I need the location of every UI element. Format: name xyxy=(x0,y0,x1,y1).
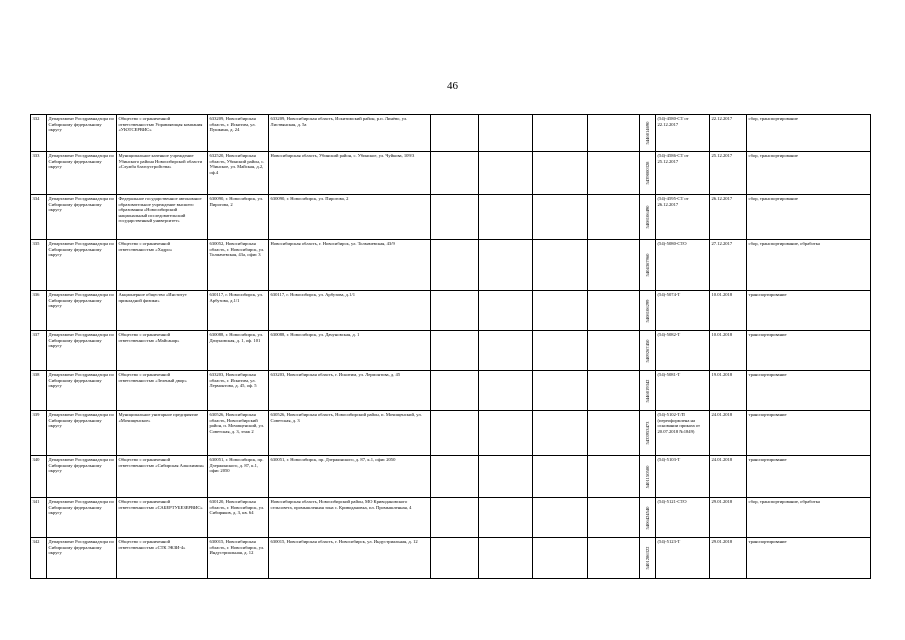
activity-address: 630526, Новосибирская область, Новосибирский район, п. Мочищенский, ул. Советская, д. 3 xyxy=(269,411,431,456)
taxpayer-number-cell xyxy=(640,152,656,195)
activity-address: 630088, г. Новосибирск, ул. Дачуновская, д. 1 xyxy=(269,331,431,371)
empty-cell xyxy=(431,115,479,152)
activity-type: сбор, транспортирование, обработка xyxy=(747,240,871,291)
licensing-authority: Департамент Росздравнадзора по Сибирскому федеральному округу xyxy=(47,456,117,498)
table-row xyxy=(31,371,871,411)
empty-cell xyxy=(431,498,479,538)
licensing-authority: Департамент Росздравнадзора по Сибирскому федеральному округу xyxy=(47,411,117,456)
empty-cell xyxy=(431,456,479,498)
license-date: 29.01.2018 xyxy=(710,498,747,538)
empty-cell xyxy=(588,152,640,195)
empty-cell xyxy=(431,240,479,291)
empty-cell xyxy=(533,538,588,579)
activity-address: 630051, г. Новосибирск, пр. Дзержинского, д. 87, к.1, офис 2050 xyxy=(269,456,431,498)
empty-cell xyxy=(533,195,588,240)
record-number: 342 xyxy=(31,538,47,579)
legal-address: 630090, г. Новосибирск, ул. Пирогова, 2 xyxy=(208,195,269,240)
empty-cell xyxy=(479,152,533,195)
taxpayer-number-cell xyxy=(640,240,656,291)
legal-address: 632520, Новосибирская область, Убинский район, с. Убинское, ул. Майская, д.2, оф.4 xyxy=(208,152,269,195)
table-row xyxy=(31,538,871,579)
taxpayer-number: 5439000328 xyxy=(644,161,650,185)
licensing-authority: Департамент Росздравнадзора по Сибирскому федеральному округу xyxy=(47,538,117,579)
empty-cell xyxy=(588,240,640,291)
taxpayer-number-cell xyxy=(640,371,656,411)
empty-cell xyxy=(533,498,588,538)
taxpayer-number: 5401286322 xyxy=(644,546,650,570)
empty-cell xyxy=(533,291,588,331)
empty-cell xyxy=(479,195,533,240)
licensing-authority: Департамент Росздравнадзора по Сибирскому федеральному округу xyxy=(47,195,117,240)
activity-type: сбор, транспортирование, обработка xyxy=(747,498,871,538)
taxpayer-number-cell xyxy=(640,331,656,371)
table-row xyxy=(31,291,871,331)
organization-name: Общество с ограниченной ответственностью «Сибирская Алкохимия» xyxy=(117,456,208,498)
legal-address: 630117, г. Новосибирск, ул. Арбузова, д.1/1 xyxy=(208,291,269,331)
license-date: 22.12.2017 xyxy=(710,115,747,152)
empty-cell xyxy=(533,152,588,195)
legal-address: 630526, Новосибирская область, Новосибирский район, п. Мочищенский, ул. Советская, д. 3, этаж 2 xyxy=(208,411,269,456)
empty-cell xyxy=(588,411,640,456)
empty-cell xyxy=(431,538,479,579)
empty-cell xyxy=(479,115,533,152)
record-number: 335 xyxy=(31,240,47,291)
organization-name: Общество с ограниченной ответственностью «Майсанар» xyxy=(117,331,208,371)
empty-cell xyxy=(533,240,588,291)
activity-address: Новосибирская область, Убинский район, с. Убинское, ул. Чуйкова, 109/3 xyxy=(269,152,431,195)
license-date: 10.01.2018 xyxy=(710,291,747,331)
empty-cell xyxy=(588,498,640,538)
empty-cell xyxy=(479,240,533,291)
empty-cell xyxy=(588,115,640,152)
register-body xyxy=(31,115,871,579)
organization-name: Общество с ограниченной ответственностью «САБЕРТУБЕЗЕРВИС» xyxy=(117,498,208,538)
empty-cell xyxy=(588,456,640,498)
activity-type: сбор, транспортирование xyxy=(747,195,871,240)
empty-cell xyxy=(533,411,588,456)
legal-address: 630015, Новосибирская область, г. Новосибирск, ул. Индустриальная, д. 12 xyxy=(208,538,269,579)
organization-name: Муниципальное казенное учреждение Убинского района Новосибирской области «Служба благоустройства» xyxy=(117,152,208,195)
activity-type: транспортирование xyxy=(747,371,871,411)
taxpayer-number-cell xyxy=(640,411,656,456)
license-date: 24.01.2018 xyxy=(710,411,747,456)
licensing-authority: Департамент Росздравнадзора по Сибирскому федеральному округу xyxy=(47,291,117,331)
record-number: 336 xyxy=(31,291,47,331)
licensing-authority: Департамент Росздравнадзора по Сибирскому федеральному округу xyxy=(47,371,117,411)
empty-cell xyxy=(533,331,588,371)
licensing-authority: Департамент Росздравнадзора по Сибирскому федеральному округу xyxy=(47,498,117,538)
record-number: 333 xyxy=(31,152,47,195)
record-number: 339 xyxy=(31,411,47,456)
organization-name: Общество с ограниченной ответственностью «СТК ЭКЗИ-4» xyxy=(117,538,208,579)
activity-type: транспортирование xyxy=(747,538,871,579)
organization-name: Муниципальное унитарное предприятие «Мочищенское» xyxy=(117,411,208,456)
taxpayer-number-cell xyxy=(640,538,656,579)
table-row xyxy=(31,115,871,152)
license-number: (54)-5123-Т xyxy=(656,538,710,579)
license-number: (54)-5080-СТО xyxy=(656,240,710,291)
taxpayer-number-cell xyxy=(640,456,656,498)
empty-cell xyxy=(479,498,533,538)
empty-cell xyxy=(479,538,533,579)
license-date: 27.12.2017 xyxy=(710,240,747,291)
record-number: 338 xyxy=(31,371,47,411)
activity-address: Новосибирская область, г. Новосибирск, ул. Толмачевская, 43/9 xyxy=(269,240,431,291)
empty-cell xyxy=(533,371,588,411)
licensing-authority: Департамент Росздравнадзора по Сибирскому федеральному округу xyxy=(47,115,117,152)
activity-type: транспортирование xyxy=(747,411,871,456)
license-number: (54)-5081-Т xyxy=(656,371,710,411)
taxpayer-number: 5401150580 xyxy=(644,465,650,488)
activity-address: 630015, Новосибирская область, г. Новосибирск, ул. Индустриальная, д. 12 xyxy=(269,538,431,579)
license-date: 29.01.2018 xyxy=(710,538,747,579)
legal-address: 633209, Новосибирская область, г. Искитим, ул. Пушкина, д. 24 xyxy=(208,115,269,152)
empty-cell xyxy=(431,152,479,195)
license-number: (54)-5121-СТО xyxy=(656,498,710,538)
legal-address: 630120, Новосибирская область, г. Новосибирск, ул. Сибиряков, д. 3, кв. 64 xyxy=(208,498,269,538)
taxpayer-number: 5446014690 xyxy=(644,121,650,145)
legal-address: 630088, г. Новосибирск, ул. Дачуновская, д. 1, оф. 101 xyxy=(208,331,269,371)
license-number: (54)-4580-СТ от 22.12.2017 xyxy=(656,115,710,152)
empty-cell xyxy=(479,411,533,456)
activity-type: транспортирование xyxy=(747,331,871,371)
licensing-authority: Департамент Росздравнадзора по Сибирскому федеральному округу xyxy=(47,331,117,371)
empty-cell xyxy=(533,456,588,498)
activity-address: Новосибирская область, Новосибирский район, МО Криводановского сельсовета, промышленная зона с. Криводановка, пл. Промышленная, 4 xyxy=(269,498,431,538)
license-date: 10.01.2018 xyxy=(710,331,747,371)
empty-cell xyxy=(431,195,479,240)
activity-address: 630090, г. Новосибирск, ул. Пирогова, 2 xyxy=(269,195,431,240)
record-number: 332 xyxy=(31,115,47,152)
activity-address: 630117, г. Новосибирск, ул. Арбузова, д.1/1 xyxy=(269,291,431,331)
license-number: (54)-4595-СТ от 26.12.2017 xyxy=(656,195,710,240)
empty-cell xyxy=(431,331,479,371)
legal-address: 630051, г. Новосибирск, пр. Дзержинского, д. 87, к.1, офис 2050 xyxy=(208,456,269,498)
organization-name: Общество с ограниченной ответственностью «Зеленый двор» xyxy=(117,371,208,411)
empty-cell xyxy=(588,291,640,331)
table-row xyxy=(31,240,871,291)
empty-cell xyxy=(588,331,640,371)
taxpayer-number: 5404367960 xyxy=(644,253,650,277)
activity-type: сбор, транспортирование xyxy=(747,152,871,195)
license-number: (54)-5074-Т xyxy=(656,291,710,331)
taxpayer-number: 5408106490 xyxy=(644,205,650,229)
table-row xyxy=(31,411,871,456)
license-date: 24.01.2018 xyxy=(710,456,747,498)
taxpayer-number: 5408106299 xyxy=(644,299,650,322)
record-number: 334 xyxy=(31,195,47,240)
table-row xyxy=(31,498,871,538)
empty-cell xyxy=(431,371,479,411)
page-number: 46 xyxy=(447,80,458,92)
empty-cell xyxy=(431,291,479,331)
empty-cell xyxy=(533,115,588,152)
record-number: 341 xyxy=(31,498,47,538)
activity-type: транспортирование xyxy=(747,456,871,498)
taxpayer-number-cell xyxy=(640,195,656,240)
table-row xyxy=(31,456,871,498)
activity-type: сбор, транспортирование xyxy=(747,115,871,152)
empty-cell xyxy=(479,331,533,371)
organization-name: Федеральное государственное автономное образовательное учреждение высшего образования «Новосибирский национальный исследовательский государственный университет» xyxy=(117,195,208,240)
license-number: (54)-5082-Т xyxy=(656,331,710,371)
activity-address: 633203, Новосибирская область, г. Искитим, ул. Лермонтова, д. 45 xyxy=(269,371,431,411)
activity-address: 633209, Новосибирская область, Искитимский район, р.п. Линёво, ул. Листвянская, д. 5а xyxy=(269,115,431,152)
license-number: (54)-5103-Т xyxy=(656,456,710,498)
table-row xyxy=(31,152,871,195)
activity-type: транспортирование xyxy=(747,291,871,331)
taxpayer-number: 5446019342 xyxy=(644,379,650,402)
license-number: (54)-5102-Т/П (переоформлена на основании приказа от 20.07.2018 №1849) xyxy=(656,411,710,456)
taxpayer-number: 5406424540 xyxy=(644,506,650,529)
empty-cell xyxy=(588,538,640,579)
license-date: 19.01.2018 xyxy=(710,371,747,411)
empty-cell xyxy=(479,456,533,498)
taxpayer-number: 5409267450 xyxy=(644,339,650,362)
taxpayer-number-cell xyxy=(640,291,656,331)
record-number: 337 xyxy=(31,331,47,371)
table-row xyxy=(31,331,871,371)
organization-name: Общество с ограниченной ответственностью Управляющая компания «УЮТСЕРВИС» xyxy=(117,115,208,152)
empty-cell xyxy=(479,291,533,331)
taxpayer-number: 5433953473 xyxy=(644,421,650,445)
licensing-authority: Департамент Росздравнадзора по Сибирскому федеральному округу xyxy=(47,240,117,291)
taxpayer-number-cell xyxy=(640,115,656,152)
legal-address: 633203, Новосибирская область, г. Искитим, ул. Лермонтова, д. 45, оф. 5 xyxy=(208,371,269,411)
licensing-authority: Департамент Росздравнадзора по Сибирскому федеральному округу xyxy=(47,152,117,195)
organization-name: Акционерное общество «Институт прикладной физики» xyxy=(117,291,208,331)
license-date: 25.12.2017 xyxy=(710,152,747,195)
license-date: 26.12.2017 xyxy=(710,195,747,240)
empty-cell xyxy=(479,371,533,411)
taxpayer-number-cell xyxy=(640,498,656,538)
empty-cell xyxy=(431,411,479,456)
license-register-table xyxy=(30,114,871,579)
record-number: 340 xyxy=(31,456,47,498)
empty-cell xyxy=(588,195,640,240)
table-row xyxy=(31,195,871,240)
legal-address: 630052, Новосибирская область, г. Новосибирск, ул. Толмачевская, 43а, офис 3 xyxy=(208,240,269,291)
empty-cell xyxy=(588,371,640,411)
organization-name: Общество с ограниченной ответственностью «Хадро» xyxy=(117,240,208,291)
license-number: (54)-4586-СТ от 25.12.2017 xyxy=(656,152,710,195)
